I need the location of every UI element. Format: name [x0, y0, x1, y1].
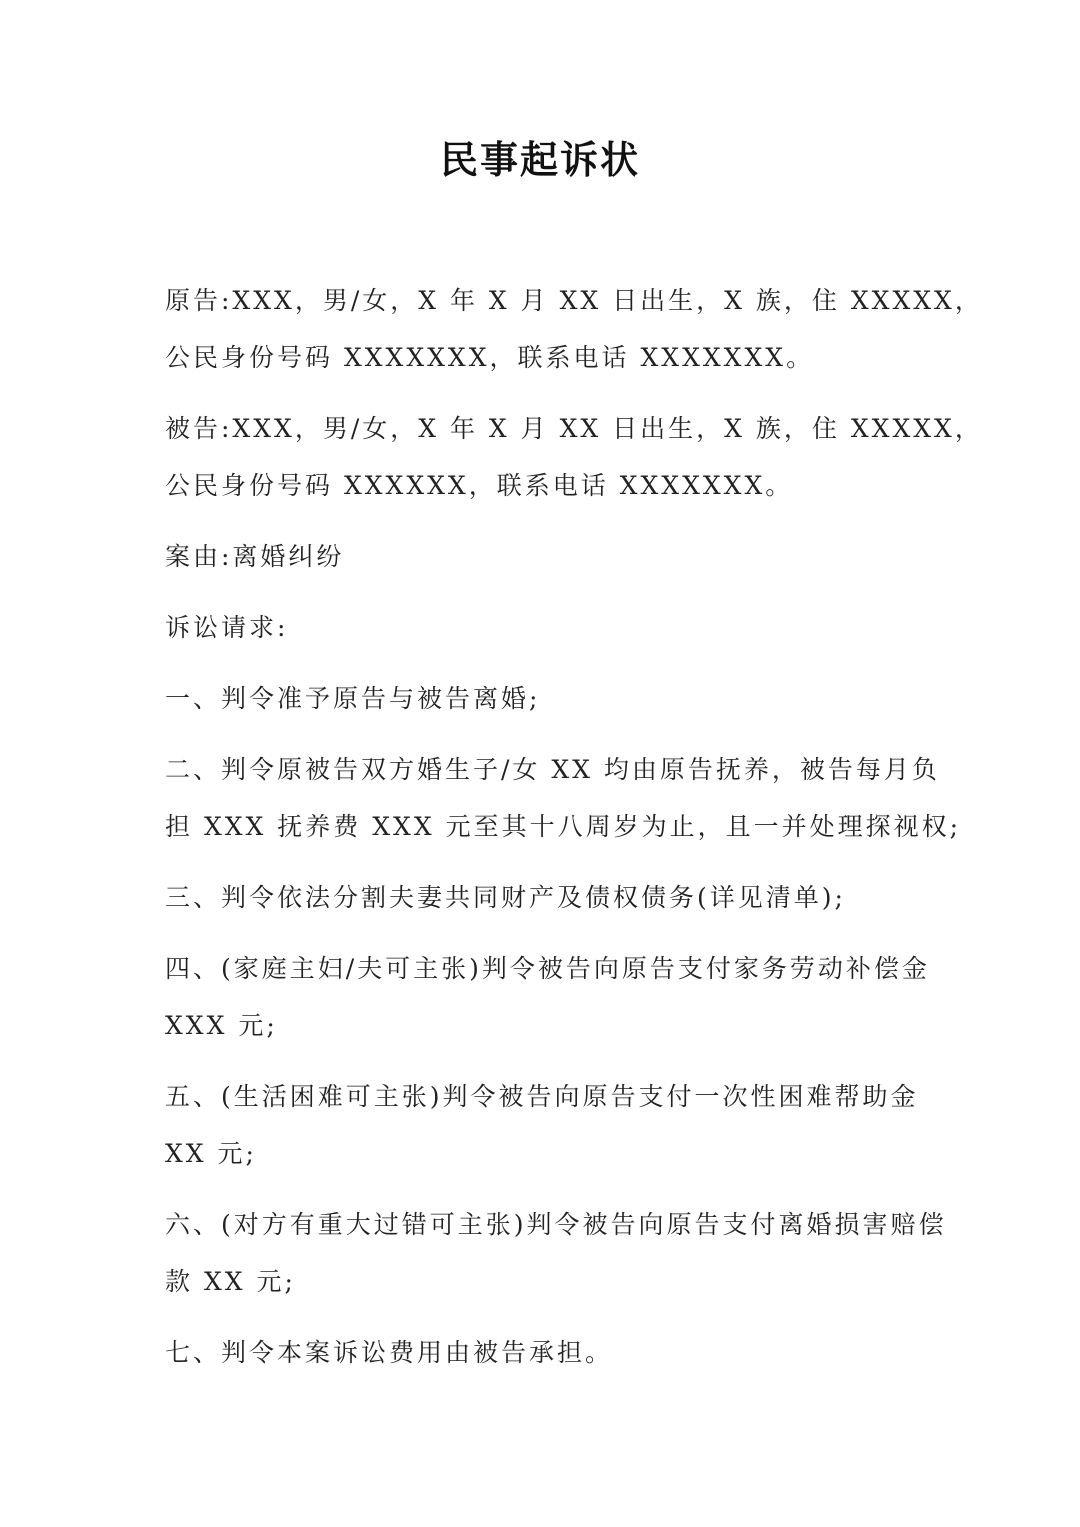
claims-heading — [165, 599, 920, 656]
claim-item-5 — [165, 1068, 920, 1182]
claim-1-line-1: 一、判令准予原告与被告离婚; — [165, 684, 541, 713]
claim-3-line-1: 三、判令依法分割夫妻共同财产及债权债务(详见清单); — [165, 883, 846, 912]
claim-6-line-2: 款 XX 元; — [165, 1267, 296, 1296]
defendant-paragraph — [165, 400, 983, 514]
claim-7-line-1: 七、判令本案诉讼费用由被告承担。 — [165, 1338, 614, 1367]
plaintiff-line-1: 原告:XXX，男/女，X 年 X 月 XX 日出生，X 族，住 XXXXX， — [165, 286, 983, 315]
claim-item-1 — [165, 670, 920, 727]
claim-item-6 — [165, 1196, 947, 1310]
claim-5-line-1: 五、(生活困难可主张)判令被告向原告支付一次性困难帮助金 — [165, 1082, 919, 1111]
cause-paragraph — [165, 528, 920, 585]
claim-6-line-1: 六、(对方有重大过错可主张)判令被告向原告支付离婚损害赔偿 — [165, 1210, 947, 1239]
claim-item-7 — [165, 1324, 920, 1381]
cause-line: 案由:离婚纠纷 — [165, 542, 345, 571]
claim-2-line-1: 二、判令原被告双方婚生子/女 XX 均由原告抚养，被告每月负 — [165, 755, 940, 784]
defendant-line-2: 公民身份号码 XXXXXX，联系电话 XXXXXXX。 — [165, 471, 794, 500]
claim-4-line-1: 四、(家庭主妇/夫可主张)判令被告向原告支付家务劳动补偿金 — [165, 954, 930, 983]
plaintiff-paragraph — [165, 272, 983, 386]
claim-2-line-2: 担 XXX 抚养费 XXX 元至其十八周岁为止，且一并处理探视权; — [165, 812, 961, 841]
claim-4-line-2: XXX 元; — [165, 1011, 278, 1040]
claim-item-4 — [165, 940, 930, 1054]
claim-5-line-2: XX 元; — [165, 1139, 257, 1168]
claim-item-2 — [165, 741, 961, 855]
claims-heading-line: 诉讼请求: — [165, 613, 289, 642]
plaintiff-line-2: 公民身份号码 XXXXXXX，联系电话 XXXXXXX。 — [165, 343, 815, 372]
document-title: 民事起诉状 — [439, 138, 640, 182]
claim-item-3 — [165, 869, 920, 926]
defendant-line-1: 被告:XXX，男/女，X 年 X 月 XX 日出生，X 族，住 XXXXX， — [165, 414, 983, 443]
